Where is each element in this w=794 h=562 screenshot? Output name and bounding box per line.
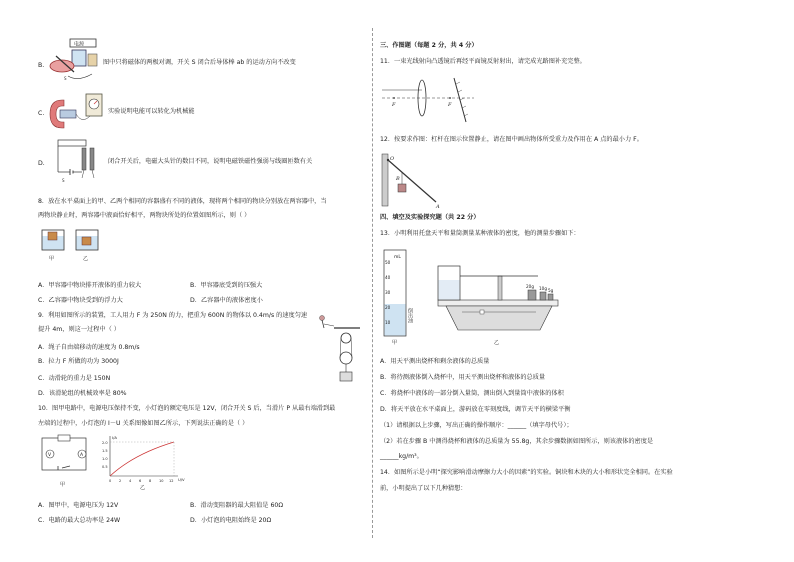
q10-option-c: C．电路的最大总功率是 24W: [38, 517, 121, 524]
q9-option-b: B．拉力 F 所做的功为 3000J: [38, 358, 119, 365]
q12-stem: 12．按要求作图：杠杆在图示位置静止，请在图中画出物体所受重力及作用在 A 点的最小力 F。: [380, 136, 643, 143]
power-source-label: 电源: [74, 41, 85, 48]
q11-focus-left: F: [392, 102, 396, 108]
q8-option-d: D．乙容器中的液体密度小: [190, 297, 263, 304]
svg-text:A: A: [80, 453, 84, 458]
q12-point-o: O: [390, 156, 395, 162]
q10-xtick-6: 12: [169, 479, 174, 483]
q13-stem: 13．小明利用托盘天平和量筒测量某种液体的密度，他的测量步骤如下：: [380, 230, 580, 237]
q11-stem: 11．一束光线射向凸透镜后再经平面镜反射射出，请完成光路图补充完整。: [380, 58, 586, 65]
option-b-label: B.: [38, 62, 45, 69]
q13-step-a: A．用天平测出烧杯和剩余液体的总质量: [380, 358, 490, 365]
q13-cyl-tick-50: 50: [385, 260, 391, 265]
q12-lever-figure: [378, 150, 448, 212]
q13-step-d: D．将天平放在水平桌面上，游码放在零刻度线，调节天平的横梁平衡: [380, 406, 571, 413]
q13-fig-yi: 乙: [494, 340, 500, 346]
q13-cyl-unit: mL: [394, 255, 401, 260]
q8-option-b: B．甲容器底受到的压强大: [190, 282, 263, 289]
q8-option-c: C．乙容器中物块受到的浮力大: [38, 297, 123, 304]
q10-fig-jia: 甲: [60, 482, 66, 488]
option-b-text: 图中只将磁体的两极对调，开关 S 闭合后导体棒 ab 的运动方向不改变: [103, 59, 296, 66]
q12-point-a: A: [436, 204, 440, 210]
q10-xtick-3: 6: [139, 479, 142, 483]
q13-subq-2-answer: ______kg/m³。: [380, 453, 423, 460]
q10-xtick-0: 0: [109, 479, 112, 483]
q13-cyl-tick-10: 10: [385, 320, 391, 325]
q10-ytick-2: 1.0: [102, 457, 108, 461]
electromagnet-figure: [48, 134, 106, 184]
q10-graph-xlabel: U/V: [178, 477, 185, 482]
q10-graph-ylabel: I/A: [112, 435, 117, 440]
q9-stem-line1: 9．利用如图所示的装置，工人用力 F 为 250N 的力，把重为 600N 的物体以 0.4m/s 的速度匀速: [38, 312, 308, 319]
q10-xtick-1: 2: [119, 479, 122, 483]
q10-ytick-0: 2.0: [102, 441, 108, 445]
q8-stem-line1: 8．放在水平桌面上的甲、乙两个相同的容器盛有不同的液体，现将两个相同的物块分别放在两容器中，当: [38, 198, 327, 205]
q13-figures: [380, 246, 590, 348]
section-3-title: 三、作图题（每题 2 分，共 4 分）: [380, 42, 478, 49]
svg-text:S: S: [64, 76, 67, 81]
option-c-text: 实验说明电能可以转化为机械能: [108, 108, 195, 115]
q9-pulley-figure: [312, 312, 360, 390]
q10-xtick-2: 4: [129, 479, 132, 483]
option-c-label: C.: [38, 110, 45, 117]
section-4-title: 四、填空及实验探究题（共 22 分）: [380, 214, 480, 221]
q8-fig-jia: 甲: [49, 256, 55, 262]
q10-xtick-5: 10: [159, 479, 164, 483]
q13-step-c: C．将烧杯中液体的一部分倒入量筒，测出倒入到量筒中液体的体积: [380, 390, 564, 397]
q13-cyl-tick-40: 40: [385, 275, 391, 280]
q13-fig-jia: 甲: [392, 340, 398, 346]
q9-option-c: C．动滑轮的重力是 150N: [38, 375, 111, 382]
q10-option-b: B．滑动变阻器的最大阻值是 60Ω: [190, 502, 284, 509]
q11-focus-right: F: [448, 102, 452, 108]
q13-cyl-tick-20: 20: [385, 305, 391, 310]
q10-fig-yi: 乙: [140, 485, 146, 491]
q8-option-a: A．甲容器中物块排开液体的重力较大: [38, 282, 142, 289]
option-d-label: D.: [38, 160, 45, 167]
motor-experiment-figure: [48, 36, 100, 82]
q8-stem-line2: 两物块静止时，两容器中液面恰好相平，两物块所处的位置如图所示，则（ ）: [38, 212, 251, 219]
q10-ytick-1: 1.5: [102, 449, 108, 453]
q13-cyl-tick-30: 30: [385, 290, 391, 295]
q10-stem-line2: 左端的过程中，小灯泡的 I－U 关系图像如图乙所示，下列说法正确的是（ ）: [38, 420, 249, 427]
option-d-text: 闭合开关后，电磁大头针的数目不同，说明电磁铁磁性强弱与线圈匝数有关: [108, 158, 313, 165]
q13-weight-20g: 20g: [526, 284, 534, 289]
q13-subq-1: （1）请根据以上步骤，写出正确的操作顺序：______（填字母代号）；: [380, 422, 573, 429]
q13-step-b: B．将待测液体倒入烧杯中，用天平测出烧杯和液体的总质量: [380, 374, 546, 381]
q14-stem-line1: 14．如图所示是小明“探究影响滑动摩擦力大小的因素”的实验。铜块和木块的大小和形状完全相同。在实验: [380, 469, 673, 476]
generator-experiment-figure: [46, 90, 106, 132]
svg-text:S: S: [62, 178, 65, 183]
q10-figures: [38, 432, 188, 492]
q12-point-b: B: [396, 176, 400, 182]
q9-option-d: D．该滑轮组的机械效率是 80%: [38, 390, 127, 397]
q13-subq-2: （2）若在步骤 B 中测得烧杯和液体的总质量为 55.8g，其余步骤数据如图所示，则该液体的密度是: [380, 438, 654, 445]
q13-weight-5g: 5g: [548, 288, 554, 293]
q13-pour-label: 倒出油: [407, 308, 413, 323]
q8-containers-figure: [38, 226, 102, 266]
q11-lens-figure: [378, 74, 478, 126]
q10-ytick-3: 0.5: [102, 465, 108, 469]
q14-stem-line2: 前，小明提出了以下几种猜想：: [380, 485, 467, 492]
q10-option-d: D．小灯泡的电阻始终是 20Ω: [190, 517, 272, 524]
column-divider: [372, 28, 373, 538]
q13-weight-10g: 10g: [539, 286, 547, 291]
q10-xtick-4: 8: [149, 479, 152, 483]
q9-stem-line2: 提升 4m，则这一过程中（ ）: [38, 326, 120, 333]
svg-text:V: V: [48, 453, 52, 458]
q10-option-a: A．图甲中，电源电压为 12V: [38, 502, 119, 509]
q10-stem-line1: 10．图甲电路中，电源电压保持不变，小灯泡的额定电压是 12V，闭合开关 S 后，当滑片 P 从最右端滑到最: [38, 405, 336, 412]
q8-fig-yi: 乙: [83, 256, 89, 262]
q9-option-a: A．绳子自由端移动的速度为 0.8m/s: [38, 344, 140, 351]
